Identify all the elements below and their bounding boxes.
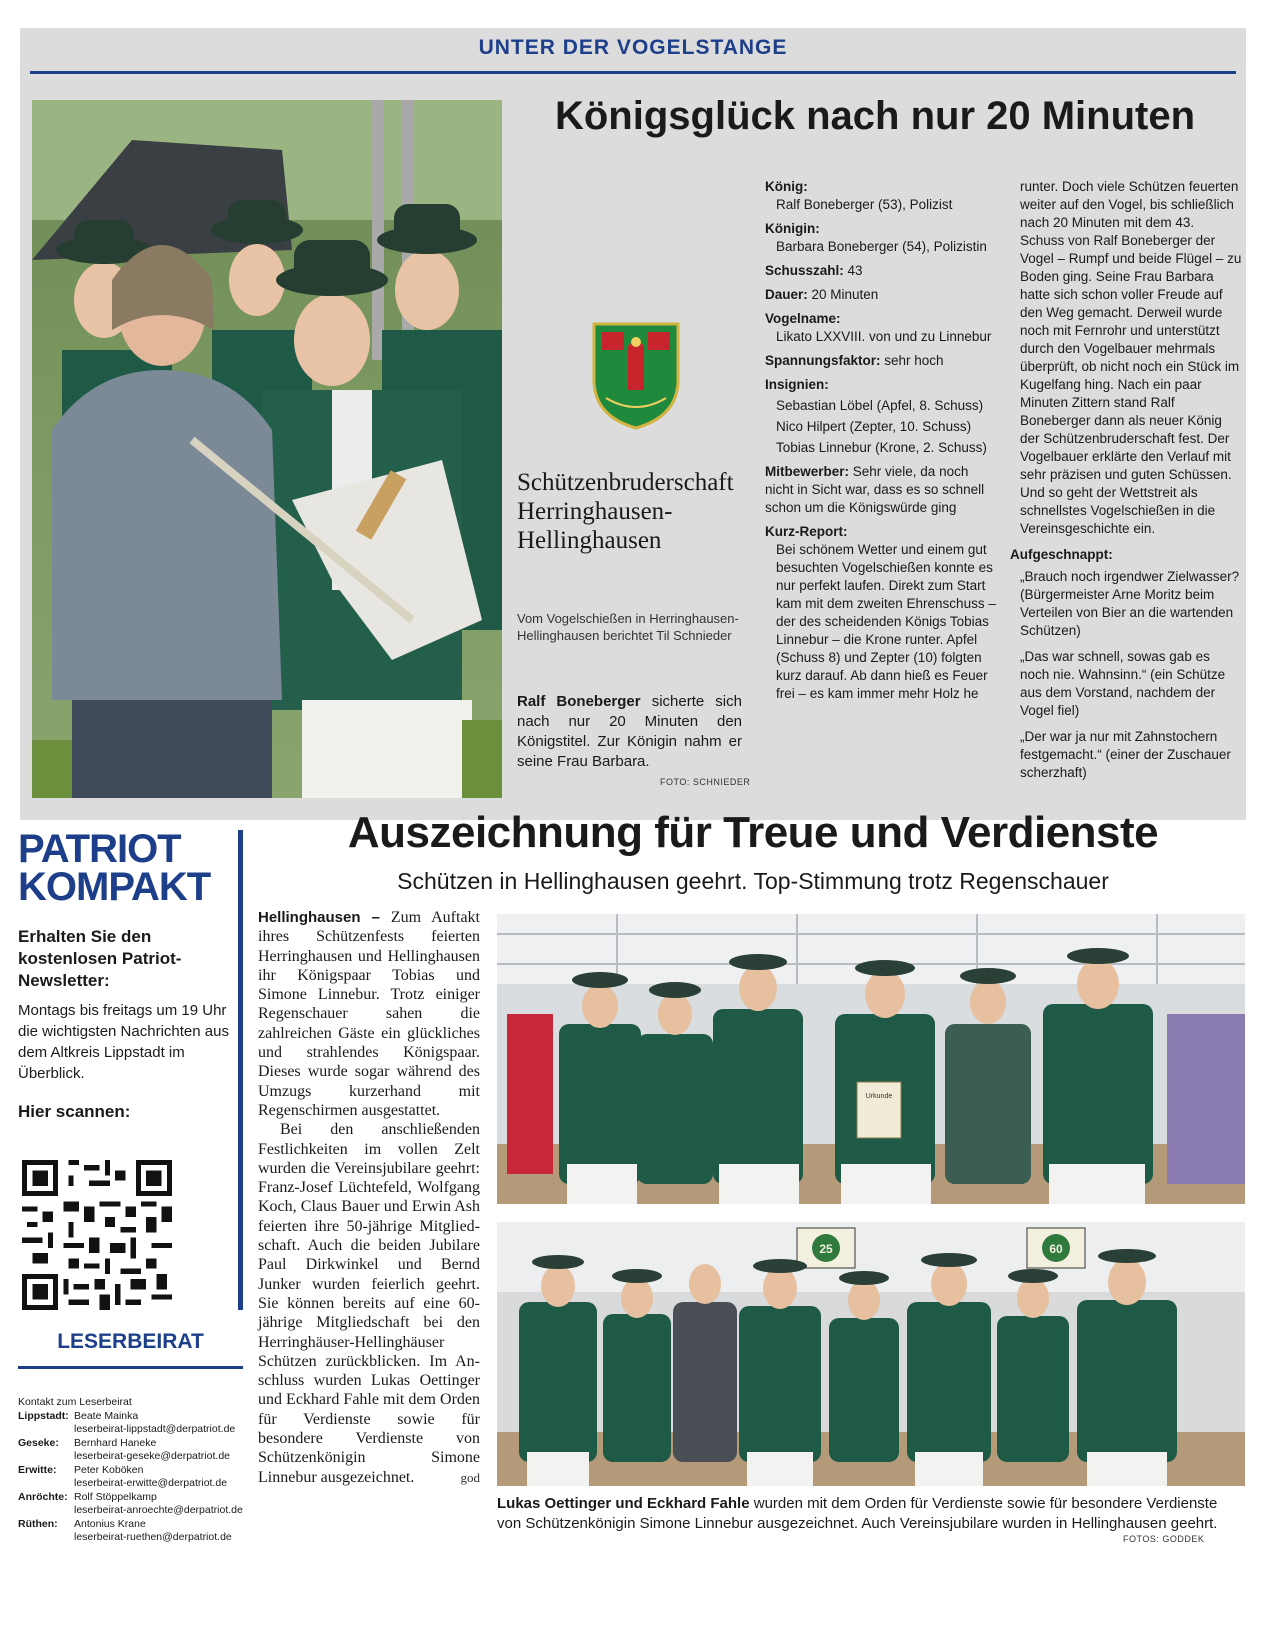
fact-label: Königin: xyxy=(765,221,820,236)
fact-mitbewerber xyxy=(765,463,1000,517)
fact-label: Mitbewerber: xyxy=(765,464,850,479)
fact-value: Likato LXXVIII. von und zu Linnebur xyxy=(776,329,992,344)
sidebar-title-line: PATRIOT xyxy=(18,827,181,871)
sign-25-label: 25 xyxy=(819,1242,833,1256)
group-photo-tent xyxy=(497,914,1245,1204)
fact-spannung xyxy=(765,352,1000,370)
contact-name: Peter Koböken xyxy=(74,1464,144,1476)
article-text: Bei den anschließenden Festlichkeiten im vollen Zelt wurden die Vereinsjubilare geehrt: Franz-Josef Lüchtefeld, Wolfgang Koch, Claus Bauer und Erwin Ash feierten ihre 50-jährige Mitgliedschaft. Auch die beiden Jubilare Paul Dirkwinkel und Bernd Junker wurden feierlich geehrt. Sie können bereits auf eine 60-jährige Mitgliedschaft bei den Herringhäuser-Hellinghäuser Schützen zurückblicken. Im Anschluss wurden Lukas Oettinger und Eckhard Fahle mit dem Orden für Verdienste sowie für besondere Verdienste von Schützenkönigin Simone Linnebur ausgezeichnet. xyxy=(258,1121,480,1486)
sidebar-title-line: KOMPAKT xyxy=(18,865,211,909)
caption-name: Ralf Boneberger xyxy=(517,693,641,710)
fact-value: Sehr viele, da noch nicht in Sicht war, dass es so schnell schon um die Königswürde ging xyxy=(765,464,985,515)
contact-details xyxy=(74,1410,246,1436)
fact-value: Ralf Boneberger (53), Polizist xyxy=(776,197,953,212)
fact-kurzreport xyxy=(765,523,1000,703)
newsletter-heading: Erhalten Sie den kostenlosen Patriot-Newsletter: xyxy=(18,927,182,990)
caption-text: wurden mit dem Orden für Verdienste sowie für besondere Verdienste von Schützenkönigin Simone Linnebur ausgezeichnet. Auch Vereinsjubilare wurden in Hellinghausen geehrt. xyxy=(497,1495,1218,1532)
fact-schusszahl xyxy=(765,262,1000,280)
contact-name: Rolf Stöppelkamp xyxy=(74,1491,157,1503)
contact-name: Antonius Krane xyxy=(74,1518,146,1530)
contact-name: Bernhard Haneke xyxy=(74,1437,157,1449)
quote: „Das war schnell, sowas gab es noch nie. Wahnsinn.“ (ein Schütze aus dem Vorstand, nachdem der Vogel fiel) xyxy=(1020,649,1226,718)
fact-value: Nico Hilpert (Zepter, 10. Schuss) xyxy=(776,419,972,434)
fact-value: Tobias Linnebur (Krone, 2. Schuss) xyxy=(776,440,987,455)
photo-caption xyxy=(517,692,742,772)
sidebar-title xyxy=(18,827,246,909)
feature-box xyxy=(20,28,1246,820)
contact-place: Anröchte: xyxy=(18,1491,68,1503)
caption-names: Lukas Oettinger und Eckhard Fahle xyxy=(497,1495,750,1512)
group-photo-jubilee xyxy=(497,1222,1245,1486)
fact-value: 20 Minuten xyxy=(807,287,879,302)
quote: „Der war ja nur mit Zahnstochern festgemacht.“ (einer der Zuschauer scherzhaft) xyxy=(1020,729,1231,780)
contact-list xyxy=(18,1396,246,1545)
fact-box xyxy=(765,178,1000,709)
contact-details xyxy=(74,1437,246,1463)
fact-dauer xyxy=(765,286,1000,304)
contact-row xyxy=(18,1491,246,1517)
contact-place: Erwitte: xyxy=(18,1464,57,1476)
contact-row xyxy=(18,1518,246,1544)
aufgeschnappt-label: Aufgeschnappt: xyxy=(1010,547,1113,562)
fact-label: Dauer: xyxy=(765,287,808,302)
section-kicker: UNTER DER VOGELSTANGE xyxy=(478,36,788,59)
qr-code-icon[interactable] xyxy=(22,1160,172,1310)
newsletter-text: Montags bis freitags um 19 Uhr die wichtigsten Nachrichten aus dem Altkreis Lippstadt im Überblick. xyxy=(18,1002,229,1082)
author-byline: Vom Vogelschießen in Herringhausen-Hellinghausen berichtet Til Schnieder xyxy=(517,611,739,643)
caption-text: sicherte sich nach nur 20 Minuten den Königstitel. Zur Königin nahm er seine Frau Barbara. xyxy=(517,693,742,770)
contact-place: Rüthen: xyxy=(18,1518,58,1530)
fact-value: sehr hoch xyxy=(880,353,944,368)
article-paragraph xyxy=(258,908,480,1120)
certificate-label: Urkunde xyxy=(865,1093,893,1100)
fact-vogelname xyxy=(765,310,1000,346)
contact-details xyxy=(74,1464,246,1490)
fact-label: Vogelname: xyxy=(765,311,841,326)
scan-label: Hier scannen: xyxy=(18,1102,131,1121)
contact-place: Lippstadt: xyxy=(18,1410,69,1422)
fact-value: Barbara Boneberger (54), Polizistin xyxy=(776,239,987,254)
report-continuation: runter. Doch viele Schützen feuerten weiter auf den Vogel, bis schließlich nach 20 Minuten mit dem 43. Schuss von Ralf Boneberger der Vogel – Rumpf und beide Flügel – zu Boden ging. Seine Frau Barbara hatte sich schon voller Freude auf den Weg gemacht. Derweil wurde noch mit Fernrohr und unterstützt durch den Vogelbauer mehrmals überprüft, ob nicht noch ein Stück im Kugelfang hing. Nach ein paar Minuten Zittern stand Ralf Boneberger dann als neuer König der Schützenbruderschaft fest. Der Vogelbauer erklärte den Verlauf mit sehr präzisen und guten Schüssen. Und so geht der Wettstreit als schnellstes Vogelschießen in die Vereinsgeschichte ein. xyxy=(1020,179,1242,536)
article-paragraph xyxy=(258,1120,480,1487)
fact-koenig xyxy=(765,178,1000,214)
kicker-divider xyxy=(30,71,1236,74)
sign-60-label: 60 xyxy=(1049,1242,1063,1256)
article-body xyxy=(258,908,480,1487)
report-column xyxy=(1010,178,1242,790)
fact-koenigin xyxy=(765,220,1000,256)
contact-email[interactable]: leserbeirat-lippstadt@derpatriot.de xyxy=(74,1423,236,1435)
leserbeirat-title: LESERBEIRAT xyxy=(57,1330,204,1353)
fact-label: Schusszahl: xyxy=(765,263,844,278)
fact-label: König: xyxy=(765,179,808,194)
contact-email[interactable]: leserbeirat-erwitte@derpatriot.de xyxy=(74,1477,228,1489)
fact-label: Insignien: xyxy=(765,377,829,392)
photo-caption xyxy=(497,1494,1245,1534)
article-subheadline: Schützen in Hellinghausen geehrt. Top-Stimmung trotz Regenschauer xyxy=(397,868,1109,894)
leserbeirat-divider xyxy=(18,1366,243,1369)
contact-row xyxy=(18,1437,246,1463)
club-name: Schützenbruderschaft Herringhausen-Hellinghausen xyxy=(517,469,734,554)
fact-label: Kurz-Report: xyxy=(765,524,848,539)
feature-headline: Königsglück nach nur 20 Minuten xyxy=(554,94,1196,138)
contact-email[interactable]: leserbeirat-geseke@derpatriot.de xyxy=(74,1450,230,1462)
contact-email[interactable]: leserbeirat-ruethen@derpatriot.de xyxy=(74,1531,232,1543)
photo-credit: FOTO: SCHNIEDER xyxy=(660,777,751,787)
fact-label: Spannungsfaktor: xyxy=(765,353,881,368)
contact-row xyxy=(18,1410,246,1436)
patriot-kompakt-sidebar xyxy=(18,827,246,1122)
quote: „Brauch noch irgendwer Zielwasser? (Bürgermeister Arne Moritz beim Verteilen von Bier an die wartenden Schützen) xyxy=(1020,569,1240,638)
contact-details xyxy=(74,1518,246,1544)
contact-place: Geseke: xyxy=(18,1437,59,1449)
king-couple-photo xyxy=(32,100,502,798)
fact-value: Sebastian Löbel (Apfel, 8. Schuss) xyxy=(776,398,984,413)
author-signature: god xyxy=(460,1469,480,1485)
fact-insignien xyxy=(765,376,1000,457)
contact-heading: Kontakt zum Leserbeirat xyxy=(18,1396,132,1408)
contact-details xyxy=(74,1491,246,1517)
fact-value: Bei schönem Wetter und einem gut besuchten Vogelschießen konnte es nur perfekt laufen. Direkt zum Start kam mit dem zweiten Ehrenschuss – der des scheidenden Königs Tobias Linnebur – die Krone runter. Apfel (Schuss 8) und Zepter (10) folgten kurz darauf. Ab dann hieß es Feuer frei – es kam immer mehr Holz he xyxy=(776,542,996,701)
club-crest-icon xyxy=(590,320,682,432)
article-text: Zum Auftakt ihres Schützenfests feierten Herringhausen und Hellinghausen ihr Königspaar Tobias und Simone Linnebur. Trotz einiger Regenschauer sahen die zahlreichen Gäste ein glückliches und strahlendes Königspaar. Dieses wurde sogar während des Umzugs kurzerhand mit Regenschirmen ausgestattet. xyxy=(258,909,480,1119)
article-headline: Auszeichnung für Treue und Verdienste xyxy=(347,808,1159,857)
contact-email[interactable]: leserbeirat-anroechte@derpatriot.de xyxy=(74,1504,243,1516)
contact-row xyxy=(18,1464,246,1490)
contact-name: Beate Mainka xyxy=(74,1410,139,1422)
fact-value: 43 xyxy=(843,263,863,278)
article-dateline: Hellinghausen – xyxy=(258,909,380,926)
photo-credit: FOTOS: GODDEK xyxy=(1123,1534,1205,1544)
